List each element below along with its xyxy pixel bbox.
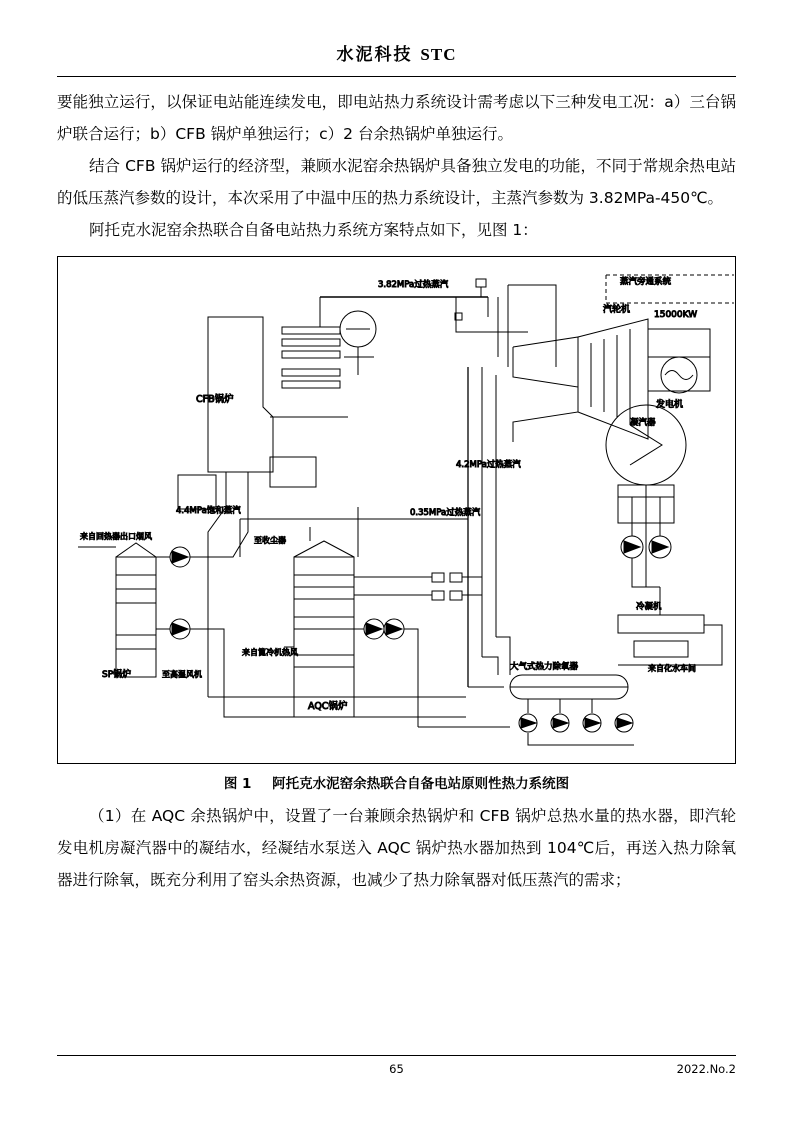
footer-rule bbox=[57, 1055, 736, 1056]
label-from-chem-water: 来自化水车间 bbox=[648, 664, 696, 673]
page-content bbox=[57, 86, 736, 896]
sp-boiler-internals bbox=[116, 575, 156, 649]
aqc-boiler-internals bbox=[294, 575, 354, 667]
page-header bbox=[0, 40, 793, 65]
label-bypass-system: 蒸汽旁通系统 bbox=[620, 277, 672, 287]
label-cfb-boiler: CFB锅炉 bbox=[196, 394, 234, 405]
figure-thermal-system-diagram bbox=[57, 256, 736, 764]
journal-title-cn: 水泥科技 bbox=[336, 45, 413, 65]
label-to-dust-collector: 至收尘器 bbox=[254, 536, 286, 545]
label-sp-boiler: SP锅炉 bbox=[102, 670, 132, 680]
label-aqc-boiler: AQC锅炉 bbox=[308, 701, 348, 712]
figure-caption-text: 阿托克水泥窑余热联合自备电站原则性热力系统图 bbox=[272, 776, 570, 792]
generator-box bbox=[648, 329, 710, 391]
cfb-tube-bank bbox=[282, 327, 340, 388]
paragraph-3: 阿托克水泥窑余热联合自备电站热力系统方案特点如下，见图 1： bbox=[89, 221, 538, 239]
valve-c bbox=[432, 591, 444, 600]
thermal-system-svg bbox=[58, 257, 735, 763]
aqc-boiler-shape bbox=[294, 557, 354, 717]
deaerator-legs bbox=[528, 699, 592, 713]
figure-caption-number: 图 1 bbox=[223, 776, 252, 792]
journal-title-en: STC bbox=[420, 45, 457, 64]
label-to-high-temp-fan: 至高温风机 bbox=[162, 670, 202, 679]
valve-a bbox=[432, 573, 444, 582]
bypass-valve bbox=[476, 279, 486, 287]
label-from-kiln-fan: 来自回热器出口烟风 bbox=[80, 532, 152, 541]
label-main-steam: 3.82MPa过热蒸汽 bbox=[378, 280, 449, 290]
label-steam-44: 4.4MPa饱和蒸汽 bbox=[176, 506, 241, 516]
label-condenser: 凝汽器 bbox=[630, 418, 656, 428]
label-steam-035: 0.35MPa过热蒸汽 bbox=[410, 508, 481, 518]
cooler-1 bbox=[618, 615, 704, 633]
figure-caption bbox=[57, 772, 736, 792]
paragraph-2: 结合 CFB 锅炉运行的经济型，兼顾水泥窑余热锅炉具备独立发电的功能，不同于常规余热电站的低压蒸汽参数的设计，本次采用了中温中压的热力系统设计，主蒸汽参数为 3.82MPa-450℃。 bbox=[57, 157, 736, 207]
label-deaerator: 大气式热力除氧器 bbox=[510, 662, 579, 672]
condenser-shape bbox=[606, 405, 686, 485]
label-cooling-tower: 冷凝机 bbox=[636, 602, 662, 612]
paragraph-1: 要能独立运行，以保证电站能连续发电，即电站热力系统设计需考虑以下三种发电工况：a）三台锅炉联合运行；b）CFB 锅炉单独运行；c）2 台余热锅炉单独运行。 bbox=[57, 93, 736, 143]
valve-b bbox=[450, 573, 462, 582]
cooler-2 bbox=[634, 641, 688, 657]
cfb-hopper bbox=[178, 475, 216, 509]
issue-label: 2022.No.2 bbox=[676, 1062, 736, 1076]
valve-d bbox=[450, 591, 462, 600]
header-rule bbox=[57, 76, 736, 77]
label-from-grate-cooler: 来自篦冷机热风 bbox=[242, 648, 298, 657]
page-number: 65 bbox=[389, 1062, 404, 1076]
journal-title bbox=[0, 40, 793, 65]
cfb-economizer bbox=[270, 457, 316, 487]
label-steam-42: 4.2MPa过热蒸汽 bbox=[456, 460, 521, 470]
label-turbine: 汽轮机 bbox=[603, 305, 631, 315]
paragraph-4: （1）在 AQC 余热锅炉中，设置了一台兼顾余热锅炉和 CFB 锅炉总热水量的热水器，即汽轮发电机房凝汽器中的凝结水，经凝结水泵送入 AQC 锅炉热水器加热到 104℃后，再送入热力除氧器进行除氧，既充分利用了窑头余热资源，也减少了热力除氧器对低压蒸汽的需求； bbox=[57, 807, 736, 889]
label-generator: 发电机 bbox=[656, 400, 684, 410]
turbine-blades bbox=[591, 329, 630, 425]
label-generator-power: 15000KW bbox=[654, 310, 698, 320]
